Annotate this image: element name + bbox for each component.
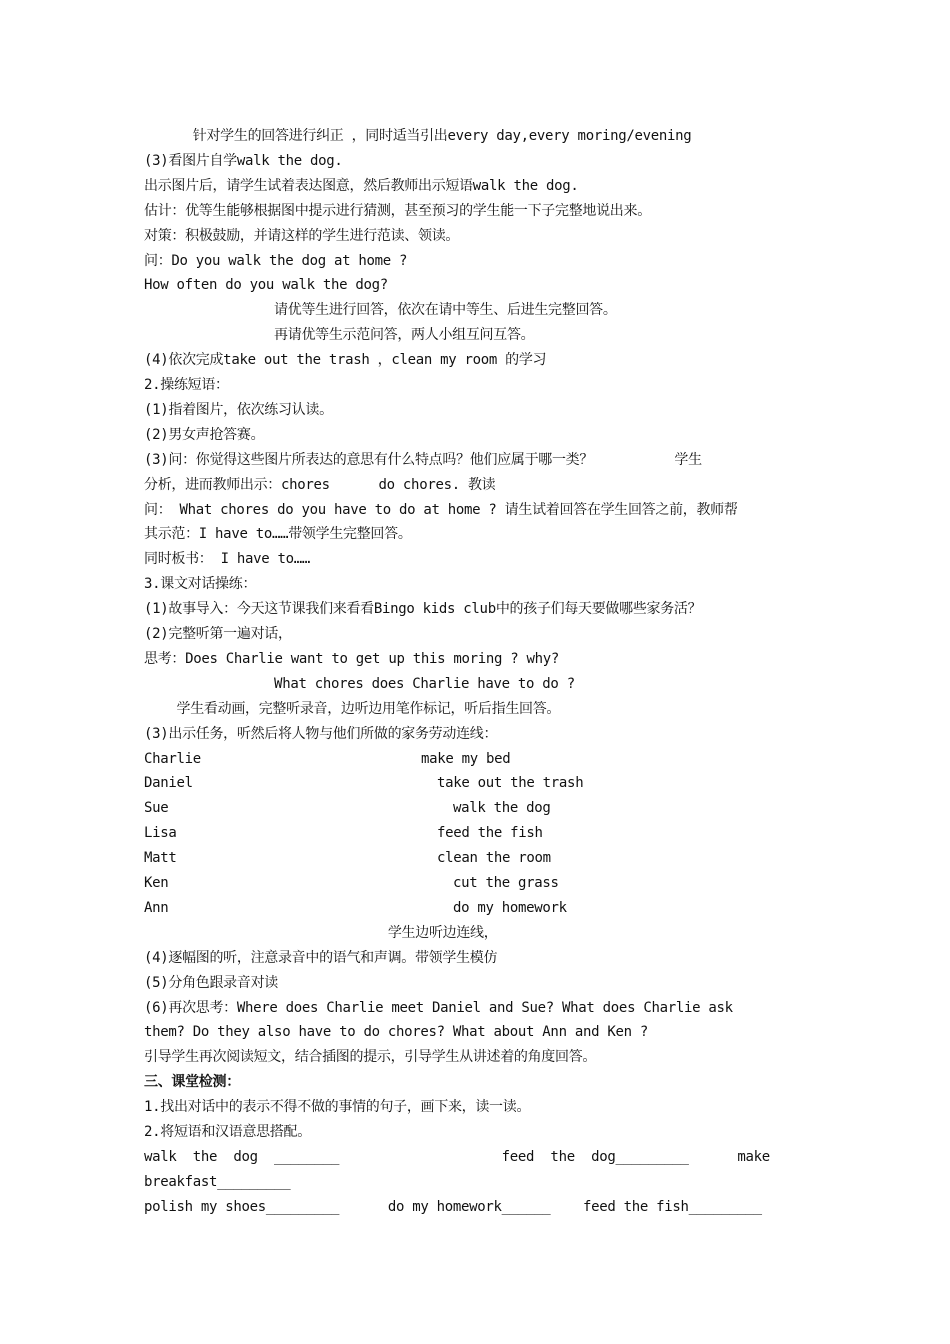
text-line: (3)看图片自学walk the dog. (144, 152, 343, 169)
text-line: polish my shoes_________ do my homework______ feed the fish_________ (144, 1198, 762, 1215)
text-line: 问： What chores do you have to do at home ? 请生试着回答在学生回答之前，教师帮 (144, 501, 738, 518)
matching-chore: take out the trash (437, 775, 584, 792)
text-line: How often do you walk the dog? (144, 277, 388, 294)
matching-chore: walk the dog (453, 800, 551, 817)
text-line: (6)再次思考：Where does Charlie meet Daniel and Sue? What does Charlie ask (144, 999, 733, 1016)
matching-chore: clean the room (437, 850, 551, 867)
text-line: them? Do they also have to do chores? What about Ann and Ken ? (144, 1024, 648, 1041)
text-line: 思考：Does Charlie want to get up this moring ? why? (144, 650, 560, 667)
text-line: walk the dog ________ feed the dog_________ make (144, 1148, 770, 1165)
text-line: 问：Do you walk the dog at home ? (144, 252, 408, 269)
text-line: 学生看动画，完整听录音，边听边用笔作标记，听后指生回答。 (144, 700, 561, 717)
text-line: 估计：优等生能够根据图中提示进行猜测，甚至预习的学生能一下子完整地说出来。 (144, 202, 651, 219)
text-line: 请优等生进行回答，依次在请中等生、后进生完整回答。 (144, 302, 617, 319)
matching-person: Ken (144, 875, 169, 891)
matching-chore: make my bed (421, 750, 511, 767)
text-line: 对策：积极鼓励，并请这样的学生进行范读、领读。 (144, 227, 460, 244)
text-line: 其示范：I have to……带领学生完整回答。 (144, 526, 412, 543)
text-line: (3)出示任务，听然后将人物与他们所做的家务劳动连线： (144, 725, 498, 742)
matching-person: Ann (144, 899, 169, 916)
text-line: What chores does Charlie have to do ? (144, 675, 575, 692)
text-line: (5)分角色跟录音对读 (144, 974, 278, 991)
matching-person: Lisa (144, 825, 177, 842)
text-line: (2)完整听第一遍对话， (144, 626, 292, 642)
text-line: 引导学生再次阅读短文，结合插图的提示，引导学生从讲述着的角度回答。 (144, 1049, 597, 1066)
matching-chore: cut the grass (453, 875, 559, 891)
text-line: (4)依次完成take out the trash ，clean my room 的学习 (144, 352, 547, 369)
text-line: (2)男女声抢答赛。 (144, 426, 265, 443)
matching-chore: feed the fish (437, 825, 543, 842)
text-line: (4)逐幅图的听，注意录音中的语气和声调。带领学生模仿 (144, 949, 498, 966)
text-line: 2.将短语和汉语意思搭配。 (144, 1124, 311, 1140)
text-line: breakfast_________ (144, 1173, 291, 1190)
text-line: 再请优等生示范问答，两人小组互问互答。 (144, 327, 535, 344)
matching-person: Daniel (144, 775, 193, 792)
matching-person: Matt (144, 850, 177, 867)
text-line: 2.操练短语： (144, 377, 229, 393)
text-line: (3)问：你觉得这些图片所表达的意思有什么特点吗？他们应属于哪一类？ 学生 (144, 451, 702, 468)
text-line: 分析，进而教师出示：chores do chores. 教读 (144, 476, 496, 493)
matching-chore: do my homework (453, 899, 567, 916)
text-line: 学生边听边连线， (144, 924, 498, 941)
text-line: 三、课堂检测： (144, 1074, 240, 1091)
text-line: (1)故事导入：今天这节课我们来看看Bingo kids club中的孩子们每天要做哪些家务活？ (144, 601, 702, 618)
matching-person: Charlie (144, 750, 201, 767)
text-line: 1.找出对话中的表示不得不做的事情的句子，画下来，读一读。 (144, 1099, 531, 1116)
text-line: 出示图片后，请学生试着表达图意，然后教师出示短语walk the dog. (144, 177, 579, 194)
text-line: 同时板书： I have to…… (144, 551, 311, 568)
text-line: (1)指着图片，依次练习认读。 (144, 401, 333, 418)
text-line: 3.课文对话操练： (144, 576, 257, 593)
text-line: 针对学生的回答进行纠正 ，同时适当引出every day,every moring/evening (144, 128, 692, 144)
matching-person: Sue (144, 800, 169, 817)
